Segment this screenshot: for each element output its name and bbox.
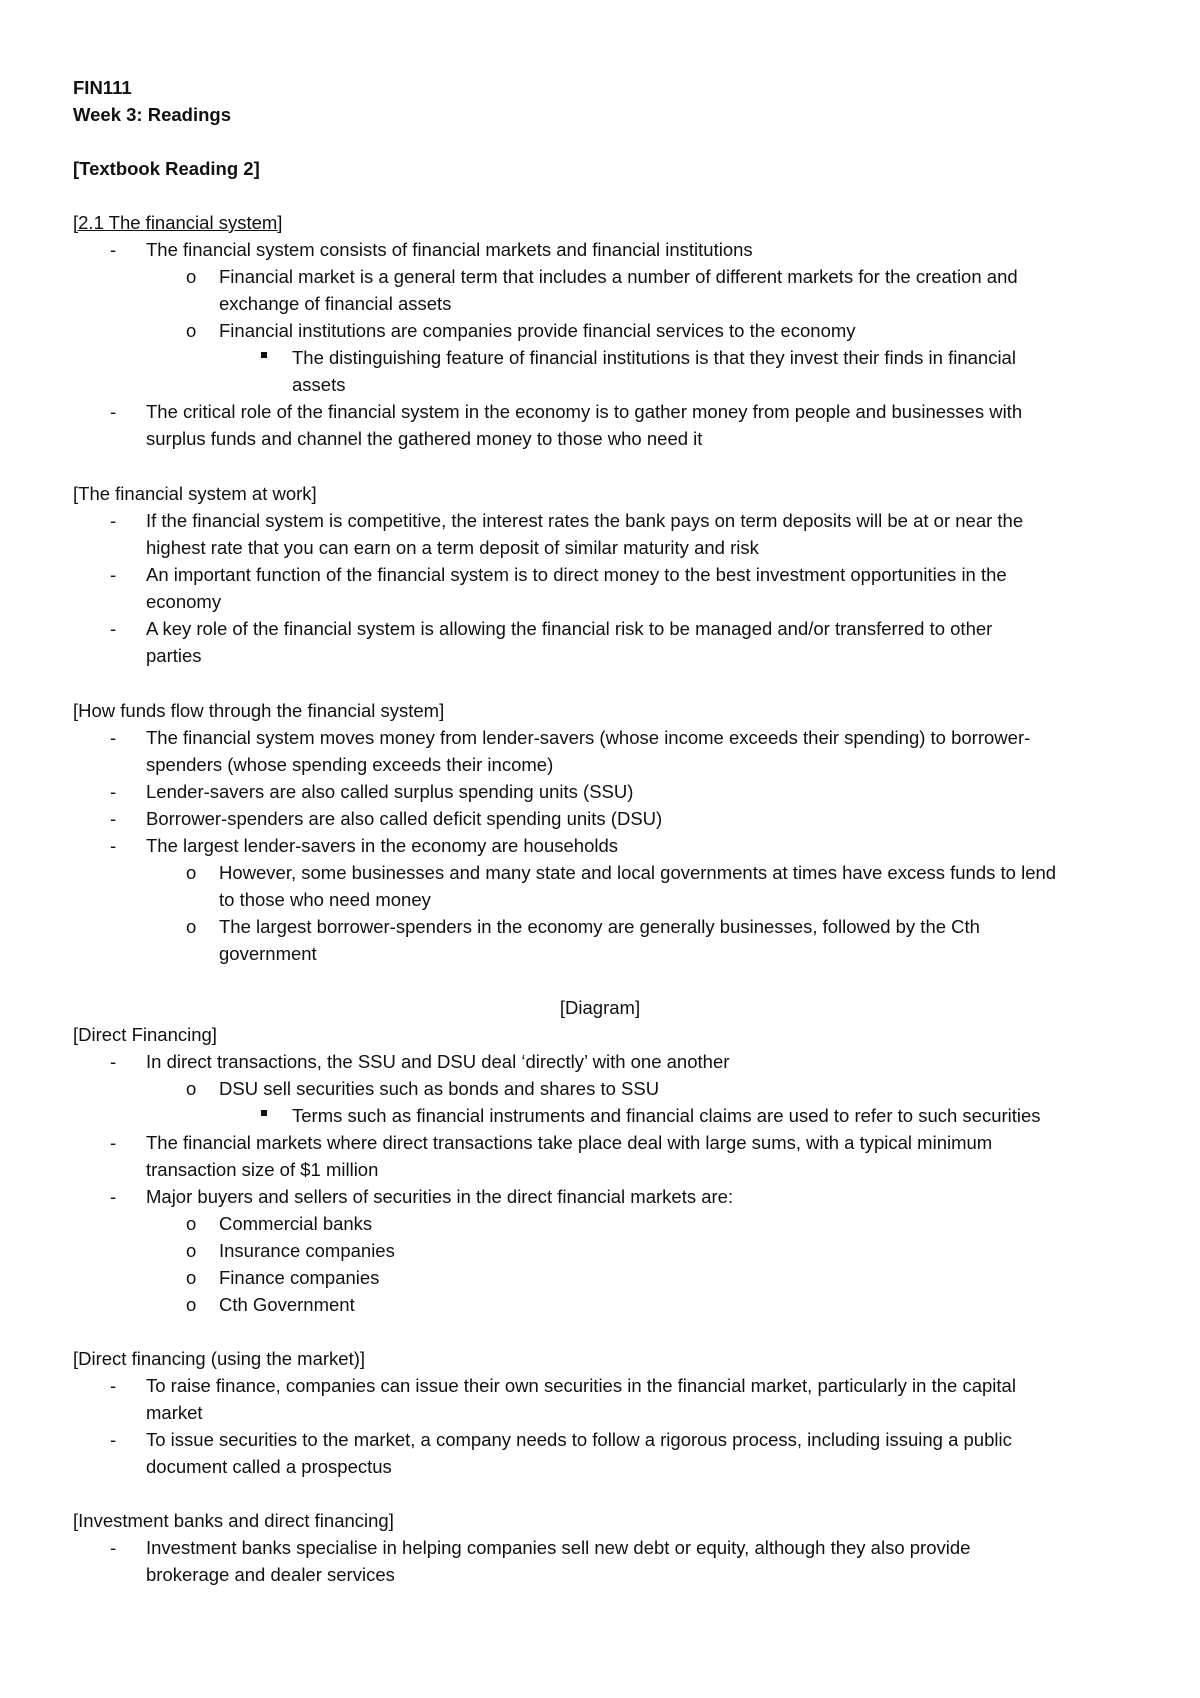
square-bullet-icon xyxy=(261,352,267,358)
list-item: Finance companies xyxy=(219,1267,380,1288)
text-line: The financial system consists of financial markets and financial institutions xyxy=(146,239,753,260)
text-line: Investment banks specialise in helping companies sell new debt or equity, although they also provide xyxy=(146,1537,971,1558)
text-line: spenders (whose spending exceeds their income) xyxy=(146,754,554,775)
section-heading: [Direct financing (using the market)] xyxy=(73,1348,366,1369)
page-title: Week 3: Readings xyxy=(73,104,231,125)
circle-bullet: o xyxy=(186,1213,197,1234)
text-line: DSU sell securities such as bonds and shares to SSU xyxy=(219,1078,660,1099)
circle-bullet: o xyxy=(186,1240,197,1261)
diagram-label: [Diagram] xyxy=(559,997,641,1018)
section-heading: [Investment banks and direct financing] xyxy=(73,1510,394,1531)
section-heading: [How funds flow through the financial system] xyxy=(73,700,445,721)
text-line: An important function of the financial system is to direct money to the best investment opportunities in the xyxy=(146,564,1007,585)
section-title: [Textbook Reading 2] xyxy=(73,158,260,179)
text-line: economy xyxy=(146,591,222,612)
dash-bullet: - xyxy=(110,1051,117,1072)
text-line: highest rate that you can earn on a term deposit of similar maturity and risk xyxy=(146,537,759,558)
text-line: Financial market is a general term that includes a number of different markets for the creation and xyxy=(219,266,1018,287)
text-line: The financial system moves money from lender-savers (whose income exceeds their spending) to borrower- xyxy=(146,727,1031,748)
text-line: The distinguishing feature of financial institutions is that they invest their finds in financial xyxy=(292,347,1016,368)
text-line: The largest borrower-spenders in the economy are generally businesses, followed by the Cth xyxy=(219,916,980,937)
text-line: The critical role of the financial system in the economy is to gather money from people and businesses with xyxy=(146,401,1023,422)
dash-bullet: - xyxy=(110,1375,117,1396)
text-line: Terms such as financial instruments and financial claims are used to refer to such securities xyxy=(292,1105,1041,1126)
text-line: A key role of the financial system is allowing the financial risk to be managed and/or transferred to other xyxy=(146,618,993,639)
text-line: brokerage and dealer services xyxy=(146,1564,395,1585)
course-code: FIN111 xyxy=(73,77,132,98)
dash-bullet: - xyxy=(110,618,117,639)
text-line: To issue securities to the market, a company needs to follow a rigorous process, including issuing a public xyxy=(146,1429,1012,1450)
text-line: If the financial system is competitive, the interest rates the bank pays on term deposits will be at or near the xyxy=(146,510,1024,531)
list-item: Cth Government xyxy=(219,1294,355,1315)
dash-bullet: - xyxy=(110,835,117,856)
dash-bullet: - xyxy=(110,510,117,531)
section-heading: [Direct Financing] xyxy=(73,1024,217,1045)
text-line: transaction size of $1 million xyxy=(146,1159,379,1180)
circle-bullet: o xyxy=(186,862,197,883)
circle-bullet: o xyxy=(186,1294,197,1315)
list-item: Commercial banks xyxy=(219,1213,373,1234)
text-line: parties xyxy=(146,645,202,666)
text-line: Major buyers and sellers of securities in the direct financial markets are: xyxy=(146,1186,734,1207)
circle-bullet: o xyxy=(186,916,197,937)
dash-bullet: - xyxy=(110,1429,117,1450)
dash-bullet: - xyxy=(110,727,117,748)
square-bullet-icon xyxy=(261,1110,267,1116)
circle-bullet: o xyxy=(186,320,197,341)
text-line: document called a prospectus xyxy=(146,1456,392,1477)
text-line: government xyxy=(219,943,317,964)
dash-bullet: - xyxy=(110,1186,117,1207)
text-line: In direct transactions, the SSU and DSU deal ‘directly’ with one another xyxy=(146,1051,730,1072)
text-line: To raise finance, companies can issue their own securities in the financial market, particularly in the capital xyxy=(146,1375,1016,1396)
text-line: exchange of financial assets xyxy=(219,293,452,314)
text-line: The largest lender-savers in the economy are households xyxy=(146,835,619,856)
circle-bullet: o xyxy=(186,1078,197,1099)
dash-bullet: - xyxy=(110,1537,117,1558)
dash-bullet: - xyxy=(110,401,117,422)
text-line: Borrower-spenders are also called deficit spending units (DSU) xyxy=(146,808,663,829)
section-heading: [The financial system at work] xyxy=(73,483,317,504)
text-line: The financial markets where direct transactions take place deal with large sums, with a typical minimum xyxy=(146,1132,993,1153)
dash-bullet: - xyxy=(110,239,117,260)
text-line: surplus funds and channel the gathered money to those who need it xyxy=(146,428,703,449)
text-line: market xyxy=(146,1402,203,1423)
dash-bullet: - xyxy=(110,781,117,802)
list-item: Insurance companies xyxy=(219,1240,395,1261)
circle-bullet: o xyxy=(186,1267,197,1288)
dash-bullet: - xyxy=(110,808,117,829)
dash-bullet: - xyxy=(110,564,117,585)
text-line: However, some businesses and many state and local governments at times have excess funds to lend xyxy=(219,862,1057,883)
text-line: Lender-savers are also called surplus spending units (SSU) xyxy=(146,781,634,802)
text-line: to those who need money xyxy=(219,889,431,910)
circle-bullet: o xyxy=(186,266,197,287)
section-heading: [2.1 The financial system] xyxy=(73,212,283,233)
text-line: assets xyxy=(292,374,346,395)
text-line: Financial institutions are companies provide financial services to the economy xyxy=(219,320,856,341)
dash-bullet: - xyxy=(110,1132,117,1153)
